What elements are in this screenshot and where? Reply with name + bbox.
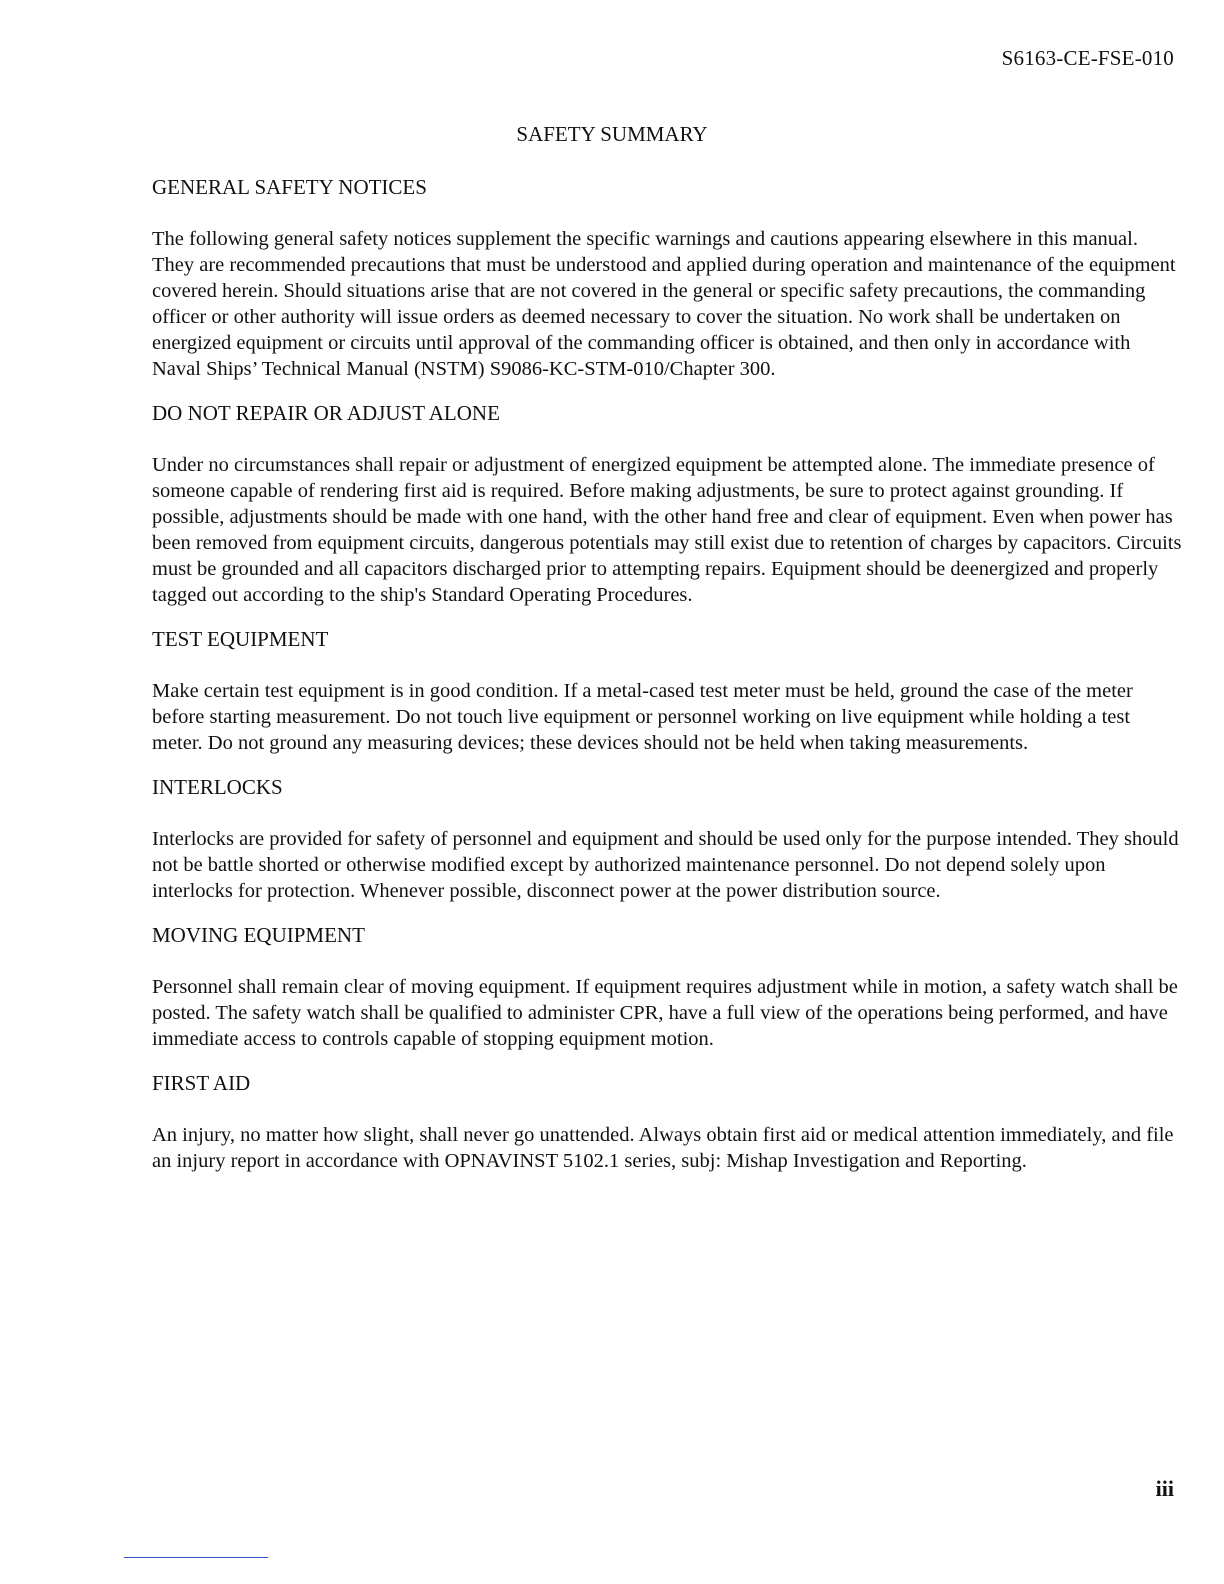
section-heading: MOVING EQUIPMENT [152,923,365,947]
page-number: iii [1155,1476,1174,1501]
section-paragraph: Under no circumstances shall repair or adjustment of energized equipment be attempted alone. The immediate presence of someone capable of rendering first aid is required. Before making adjustments, be sure to protect against grounding. If possible, adjustments should be made with one hand, with the other hand free and clear of equipment. Even when power has been removed from equipment circuits, dangerous potentials may still exist due to retention of charges by capacitors. Circuits must be grounded and all capacitors discharged prior to attempting repairs. Equipment should be deenergized and properly tagged out according to the ship's Standard Operating Procedures. [152,454,1182,606]
footer-divider [124,1557,268,1558]
section-heading: FIRST AID [152,1071,251,1095]
section-heading: DO NOT REPAIR OR ADJUST ALONE [152,401,500,425]
section-general-safety-notices [152,174,1182,382]
section-heading: INTERLOCKS [152,775,283,799]
section-paragraph: The following general safety notices supplement the specific warnings and cautions appearing elsewhere in this manual. They are recommended precautions that must be understood and applied during operation and maintenance of the equipment covered herein. Should situations arise that are not covered in the general or specific safety precautions, the commanding officer or other authority will issue orders as deemed necessary to cover the situation. No work shall be undertaken on energized equipment or circuits until approval of the commanding officer is obtained, and then only in accordance with Naval Ships’ Technical Manual (NSTM) S9086-KC-STM-010/Chapter 300. [152,228,1176,380]
section-do-not-repair-alone [152,400,1182,608]
section-test-equipment [152,626,1182,756]
section-interlocks [152,774,1182,904]
section-heading: TEST EQUIPMENT [152,627,329,651]
section-first-aid [152,1070,1182,1174]
section-paragraph: Personnel shall remain clear of moving equipment. If equipment requires adjustment while in motion, a safety watch shall be posted. The safety watch shall be qualified to administer CPR, have a full view of the operations being performed, and have immediate access to controls capable of stopping equipment motion. [152,976,1178,1050]
document-id: S6163-CE-FSE-010 [1001,46,1174,70]
section-moving-equipment [152,922,1182,1052]
document-body [152,174,1182,1192]
section-paragraph: Interlocks are provided for safety of personnel and equipment and should be used only for the purpose intended. They should not be battle shorted or otherwise modified except by authorized maintenance personnel. Do not depend solely upon interlocks for protection. Whenever possible, disconnect power at the power distribution source. [152,828,1179,902]
section-paragraph: Make certain test equipment is in good condition. If a metal-cased test meter must be held, ground the case of the meter before starting measurement. Do not touch live equipment or personnel working on live equipment while holding a test meter. Do not ground any measuring devices; these devices should not be held when taking measurements. [152,680,1133,754]
section-heading: GENERAL SAFETY NOTICES [152,175,427,199]
section-paragraph: An injury, no matter how slight, shall never go unattended. Always obtain first aid or medical attention immediately, and file an injury report in accordance with OPNAVINST 5102.1 series, subj: Mishap Investigation and Reporting. [152,1124,1174,1172]
page-title: SAFETY SUMMARY [516,122,708,146]
